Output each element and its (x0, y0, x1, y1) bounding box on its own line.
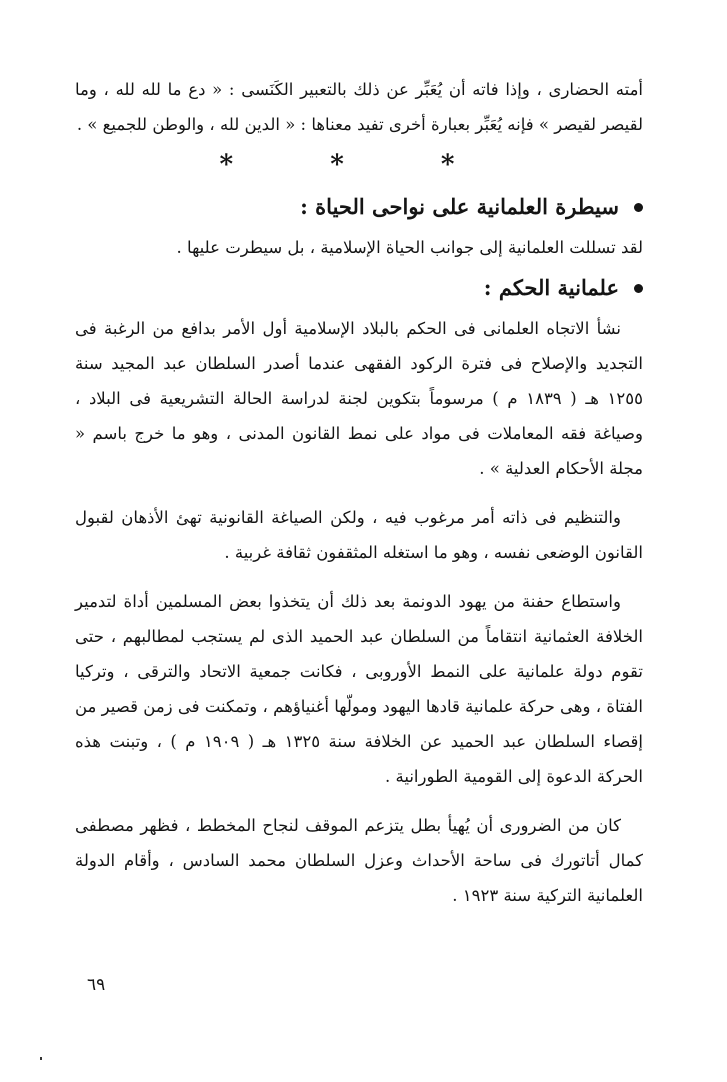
paragraph-gap (75, 794, 643, 808)
paragraph-origin: نشأ الاتجاه العلمانى فى الحكم بالبلاد الإسلامية أول الأمر بدافع من الرغبة فى التجديد والإصلاح فى فترة الركود الفقهى عندما أصدر السلطان عبد المجيد سنة ١٢٥٥ هـ ( ١٨٣٩ م ) مرسوماً بتكوين لجنة لدراسة الحالة التشريعية فى البلاد ، وصياغة فقه المعاملات فى مواد على نمط القانون المدنى ، وهو ما خرج باسم « مجلة الأحكام العدلية » . (75, 319, 643, 478)
section-separator: * * * (219, 150, 499, 180)
heading-secular-rule (75, 265, 643, 311)
page-number: ٦٩ (87, 975, 106, 995)
paragraph-organization: والتنظيم فى ذاته أمر مرغوب فيه ، ولكن الصياغة القانونية تهئ الأذهان لقبول القانون الوضعى نفسه ، وهو ما استغله المثقفون ثقافة غربية . (75, 508, 643, 562)
heading-text: سيطرة العلمانية على نواحى الحياة : (300, 194, 619, 219)
page-body (75, 72, 643, 913)
heading-secularism-dominance (75, 184, 643, 230)
paragraph-intro: أمته الحضارى ، وإذا فاته أن يُعَبِّر عن ذلك بالتعبير الكَنَسى : « دع ما لله لله ، وما لقيصر لقيصر » فإنه يُعَبِّر بعبارة أخرى تفيد معناها : « الدين لله ، والوطن للجميع » . (75, 80, 643, 134)
paragraph-ataturk: كان من الضرورى أن يُهيأ بطل يتزعم الموقف لنجاح المخطط ، فظهر مصطفى كمال أتاتورك فى ساحة الأحداث وعزل السلطان محمد السادس ، وأقام الدولة العلمانية التركية سنة ١٩٢٣ . (75, 816, 643, 905)
scan-speck (40, 1057, 42, 1060)
paragraph-donme: واستطاع حفنة من يهود الدونمة بعد ذلك أن يتخذوا بعض المسلمين أداة لتدمير الخلافة العثمانية انتقاماً من السلطان عبد الحميد الذى لم يستجب لمطالبهم ، حتى تقوم دولة علمانية على النمط الأوروبى ، فكانت جمعية الاتحاد والترقى ، وتركيا الفتاة ، وهى حركة علمانية قادها اليهود ومولّها أغنياؤهم ، وتمكنت فى زمن قصير من إقصاء السلطان عبد الحميد عن الخلافة سنة ١٣٢٥ هـ ( ١٩٠٩ م ) ، وتبنت هذه الحركة الدعوة إلى القومية الطورانية . (75, 592, 643, 786)
bullet-icon (634, 203, 643, 212)
heading-text: علمانية الحكم : (483, 275, 619, 300)
bullet-icon (634, 284, 643, 293)
paragraph-infiltration: لقد تسللت العلمانية إلى جوانب الحياة الإسلامية ، بل سيطرت عليها . (176, 238, 643, 257)
paragraph-gap (75, 570, 643, 584)
paragraph-gap (75, 486, 643, 500)
